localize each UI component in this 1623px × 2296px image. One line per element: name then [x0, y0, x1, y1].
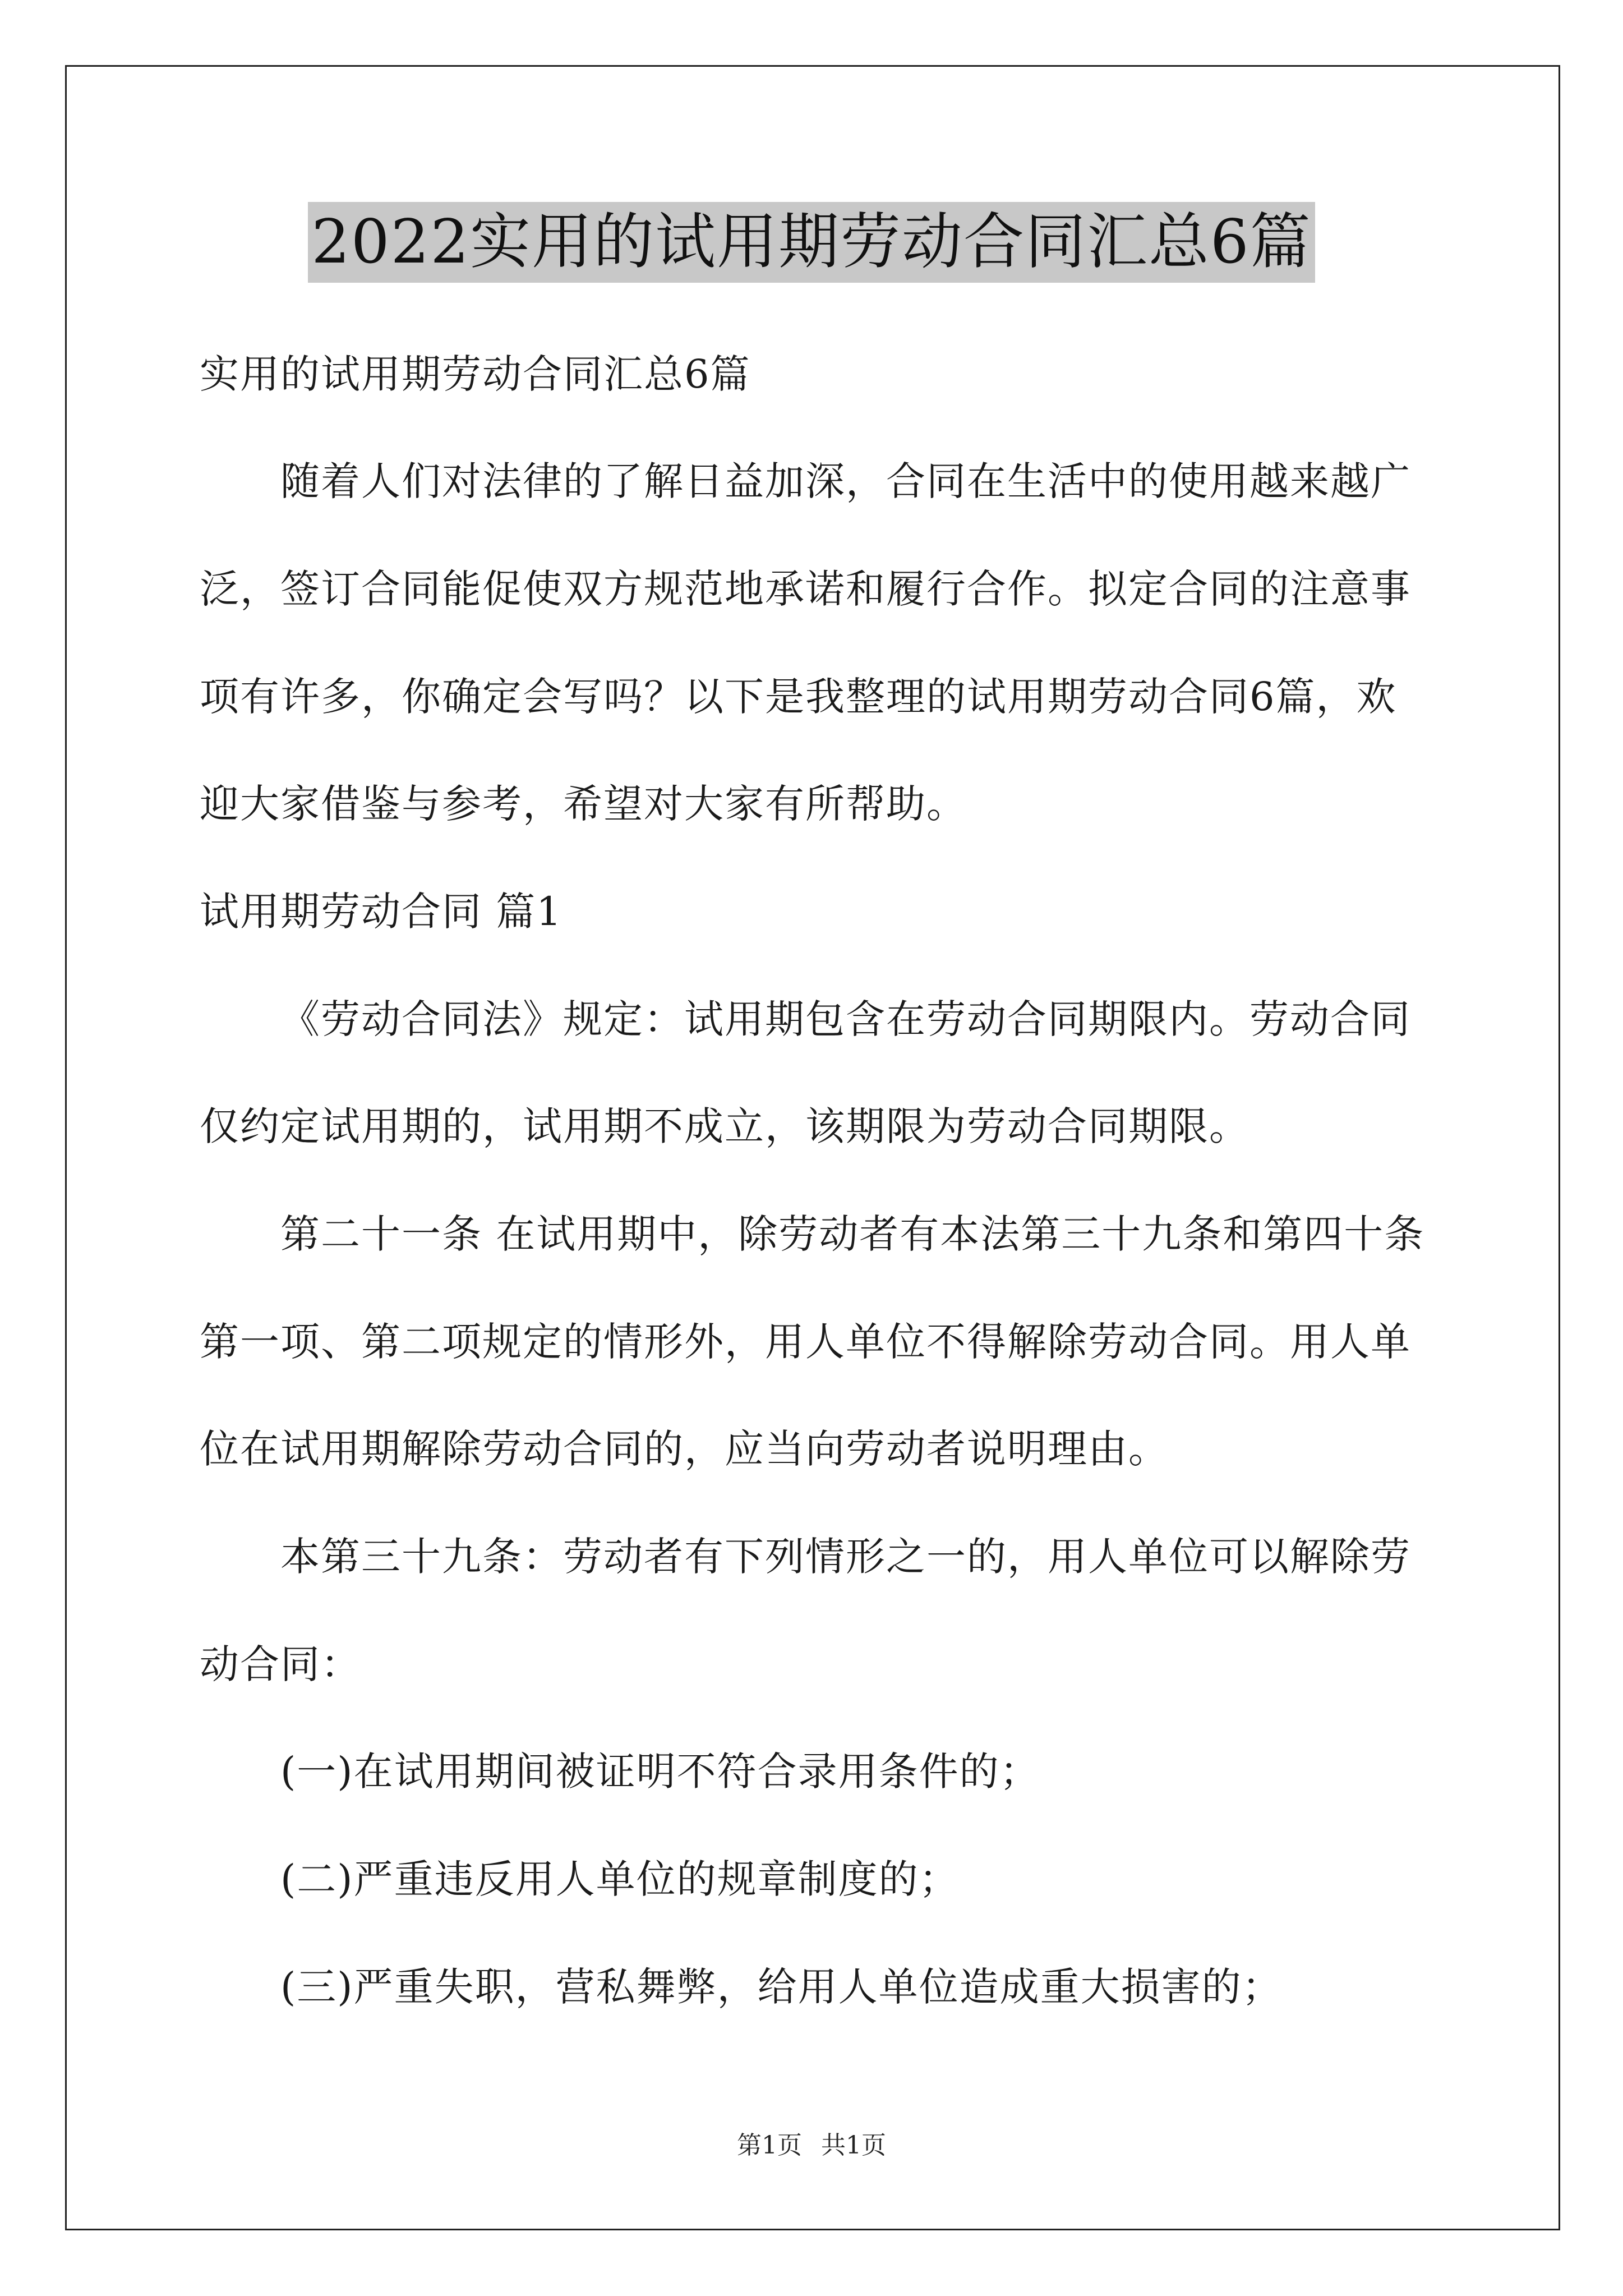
- title-container: [0, 202, 1623, 283]
- list-item: (三)严重失职，营私舞弊，给用人单位造成重大损害的；: [280, 1964, 1283, 2010]
- paragraph-line: 迎大家借鉴与参考，希望对大家有所帮助。: [200, 781, 967, 827]
- paragraph-line: 《劳动合同法》规定：试用期包含在劳动合同期限内。劳动合同: [280, 996, 1411, 1042]
- page-number: 第1页: [737, 2131, 802, 2160]
- paragraph-line: 仅约定试用期的，试用期不成立，该期限为劳动合同期限。: [200, 1103, 1249, 1149]
- paragraph-line: 项有许多，你确定会写吗？以下是我整理的试用期劳动合同6篇，欢: [200, 674, 1397, 720]
- list-item: (二)严重违反用人单位的规章制度的；: [280, 1856, 960, 1902]
- list-item: (一)在试用期间被证明不符合录用条件的；: [280, 1749, 1040, 1795]
- paragraph-line: 第二十一条 在试用期中，除劳动者有本法第三十九条和第四十条: [280, 1211, 1425, 1257]
- paragraph-line: 位在试用期解除劳动合同的，应当向劳动者说明理由。: [200, 1426, 1169, 1472]
- paragraph-line: 泛，签订合同能促使双方规范地承诺和履行合作。拟定合同的注意事: [200, 566, 1411, 612]
- page-total: 共1页: [821, 2131, 886, 2160]
- paragraph-line: 动合同：: [200, 1641, 361, 1687]
- section-heading: 试用期劳动合同 篇1: [200, 889, 562, 935]
- document-title: 2022实用的试用期劳动合同汇总6篇: [308, 202, 1315, 283]
- paragraph-line: 本第三十九条：劳动者有下列情形之一的，用人单位可以解除劳: [280, 1534, 1411, 1580]
- page-footer: [0, 2129, 1623, 2162]
- paragraph-line: 随着人们对法律的了解日益加深，合同在生活中的使用越来越广: [280, 458, 1411, 504]
- paragraph-line: 第一项、第二项规定的情形外，用人单位不得解除劳动合同。用人单: [200, 1319, 1411, 1365]
- subtitle-line: 实用的试用期劳动合同汇总6篇: [200, 351, 751, 397]
